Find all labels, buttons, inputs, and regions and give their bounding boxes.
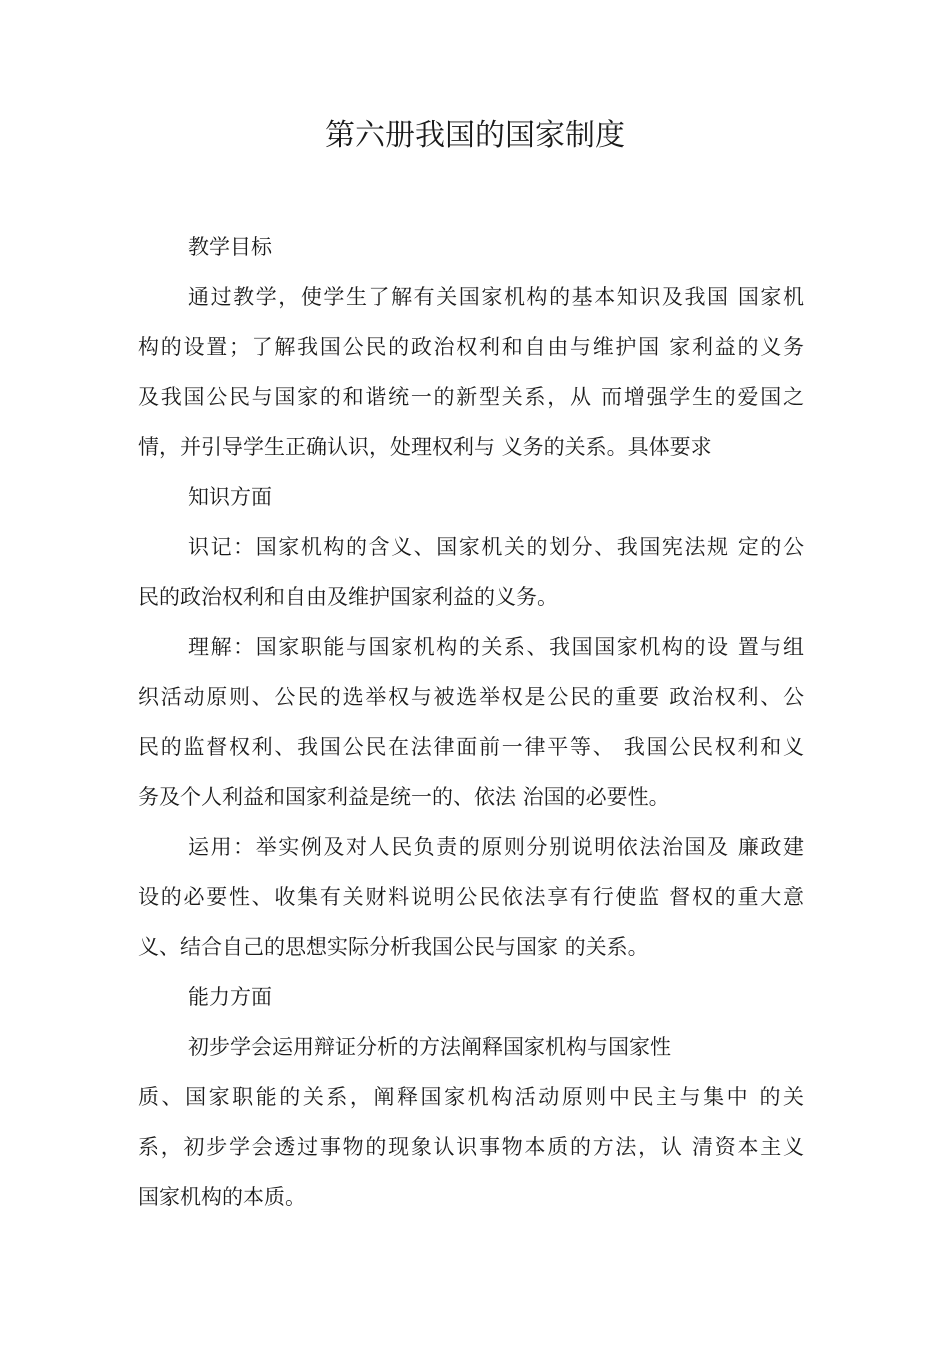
document-body bbox=[138, 222, 804, 1222]
text-line: 情，并引导学生正确认识，处理权利与 义务的关系。具体要求 bbox=[138, 435, 712, 459]
text-line: 运用：举实例及对人民负责的原则分别说明依法治国及 廉政建 bbox=[188, 835, 804, 859]
text-line: 织活动原则、公民的选举权与被选举权是公民的重要 政治权利、公 bbox=[138, 685, 804, 709]
text-line: 构的设置；了解我国公民的政治权利和自由与维护国 家利益的义务 bbox=[138, 335, 804, 359]
text-line: 及我国公民与国家的和谐统一的新型关系，从 而增强学生的爱国之 bbox=[138, 385, 804, 409]
text-line: 能力方面 bbox=[188, 985, 272, 1009]
page-title: 第六册我国的国家制度 bbox=[325, 118, 625, 153]
text-line: 通过教学，使学生了解有关国家机构的基本知识及我国 国家机 bbox=[188, 285, 804, 309]
text-line: 民的政治权利和自由及维护国家利益的义务。 bbox=[138, 585, 558, 609]
text-line: 务及个人利益和国家利益是统一的、依法 治国的必要性。 bbox=[138, 785, 670, 809]
text-line: 民的监督权利、我国公民在法律面前一律平等、 我国公民权利和义 bbox=[138, 735, 804, 759]
text-line: 初步学会运用辩证分析的方法阐释国家机构与国家性 bbox=[188, 1035, 671, 1059]
text-line: 义、结合自己的思想实际分析我国公民与国家 的关系。 bbox=[138, 935, 649, 959]
text-line: 国家机构的本质。 bbox=[138, 1185, 306, 1209]
text-line: 知识方面 bbox=[188, 485, 272, 509]
text-line: 设的必要性、收集有关财料说明公民依法享有行使监 督权的重大意 bbox=[138, 885, 804, 909]
text-line: 识记：国家机构的含义、国家机关的划分、我国宪法规 定的公 bbox=[188, 535, 804, 559]
text-line: 理解：国家职能与国家机构的关系、我国国家机构的设 置与组 bbox=[188, 635, 804, 659]
text-line: 教学目标 bbox=[188, 235, 272, 259]
text-line: 质、国家职能的关系，阐释国家机构活动原则中民主与集中 的关 bbox=[138, 1085, 804, 1109]
text-line: 系，初步学会透过事物的现象认识事物本质的方法，认 清资本主义 bbox=[138, 1135, 804, 1159]
